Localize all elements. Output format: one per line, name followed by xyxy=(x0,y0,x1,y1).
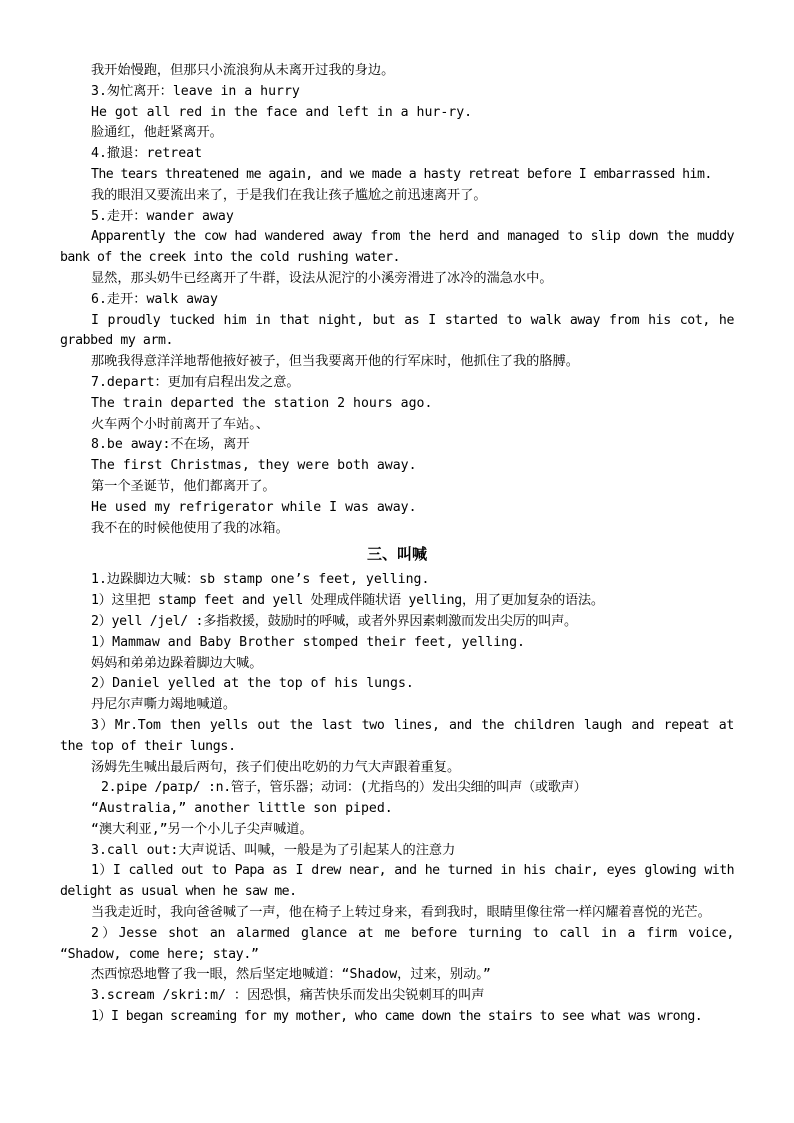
example-sentence: “Australia,” another little son piped. xyxy=(91,801,393,817)
note-line: 1）这里把 stamp feet and yell 处理成伴随状语 yelling，用了更加复杂的语法。 xyxy=(91,593,604,609)
translation: 我的眼泪又要流出来了，于是我们在我让孩子尴尬之前迅速离开了。 xyxy=(91,187,487,203)
translation: 汤姆先生喊出最后两句，孩子们使出吃奶的力气大声跟着重复。 xyxy=(91,759,461,775)
subheading: 2.pipe /paɪp/ :n.管子，管乐器；动词：(尤指鸟的）发出尖细的叫声（或歌声） xyxy=(101,780,587,796)
subheading: 6.走开：walk away xyxy=(91,291,218,307)
example-sentence: 1）Mammaw and Baby Brother stomped their feet, yelling. xyxy=(91,634,525,650)
example-sentence: I proudly tucked him in that night, but as I started to walk away from his cot, he grabbed my arm. xyxy=(60,312,734,349)
example-sentence: 1）I began screaming for my mother, who came down the stairs to see what was wrong. xyxy=(91,1009,703,1025)
example-sentence: The first Christmas, they were both away. xyxy=(91,458,417,474)
subheading: 3.call out:大声说话、叫喊，一般是为了引起某人的注意力 xyxy=(91,842,456,858)
subheading: 3.scream /skri:m/ ：因恐惧，痛苦快乐而发出尖锐刺耳的叫声 xyxy=(91,988,485,1004)
note-line: 2）yell /jel/ :多指救援，鼓励时的呼喊，或者外界因素刺激而发出尖厉的叫声。 xyxy=(91,613,577,629)
example-sentence: He used my refrigerator while I was away. xyxy=(91,499,417,515)
translation: “澳大利亚,”另一个小儿子尖声喊道。 xyxy=(91,821,313,837)
text-line: 我开始慢跑，但那只小流浪狗从未离开过我的身边。 xyxy=(91,63,395,78)
translation: 妈妈和弟弟边跺着脚边大喊。 xyxy=(91,655,263,671)
translation: 杰西惊恐地瞥了我一眼，然后坚定地喊道：“Shadow，过来，别动。” xyxy=(91,967,491,983)
example-sentence: 3）Mr.Tom then yells out the last two lines, and the children laugh and repeat at the top of their lungs. xyxy=(60,717,734,754)
document-body xyxy=(60,61,734,1028)
subheading: 7.depart：更加有启程出发之意。 xyxy=(91,374,300,390)
translation: 丹尼尔声嘶力竭地喊道。 xyxy=(91,697,237,713)
example-sentence: 2）Daniel yelled at the top of his lungs. xyxy=(91,676,414,692)
example-sentence: The train departed the station 2 hours ago. xyxy=(91,395,433,411)
subheading: 5.走开：wander away xyxy=(91,208,234,224)
subheading: 4.撤退：retreat xyxy=(91,146,203,162)
example-sentence: 2）Jesse shot an alarmed glance at me before turning to call in a firm voice, “Shadow, come here; stay.” xyxy=(60,925,734,962)
example-sentence: Apparently the cow had wandered away from the herd and managed to slip down the muddy bank of the creek into the cold rushing water. xyxy=(60,229,734,266)
translation: 第一个圣诞节，他们都离开了。 xyxy=(91,478,276,494)
translation: 当我走近时，我向爸爸喊了一声，他在椅子上转过身来，看到我时，眼睛里像往常一样闪耀着喜悦的光芒。 xyxy=(91,905,711,921)
translation: 那晚我得意洋洋地帮他掖好被子，但当我要离开他的行军床时，他抓住了我的胳膊。 xyxy=(91,354,579,370)
example-sentence: The tears threatened me again, and we made a hasty retreat before I embarrassed him. xyxy=(91,166,712,182)
subheading: 8.be away:不在场，离开 xyxy=(91,437,250,453)
subheading: 1.边跺脚边大喊：sb stamp one’s feet, yelling. xyxy=(91,572,430,588)
example-sentence: He got all red in the face and left in a hur-ry. xyxy=(91,104,473,120)
subheading: 3.匆忙离开：leave in a hurry xyxy=(91,83,300,99)
example-sentence: 1）I called out to Papa as I drew near, and he turned in his chair, eyes glowing with delight as usual when he saw me. xyxy=(60,863,734,900)
translation: 火车两个小时前离开了车站。、 xyxy=(91,416,270,432)
translation: 显然，那头奶牛已经离开了牛群，设法从泥泞的小溪旁滑进了冰冷的湍急水中。 xyxy=(91,270,553,286)
translation: 我不在的时候他使用了我的冰箱。 xyxy=(91,520,289,536)
translation: 脸通红，他赶紧离开。 xyxy=(91,125,223,141)
section-heading: 三、叫喊 xyxy=(366,545,427,564)
